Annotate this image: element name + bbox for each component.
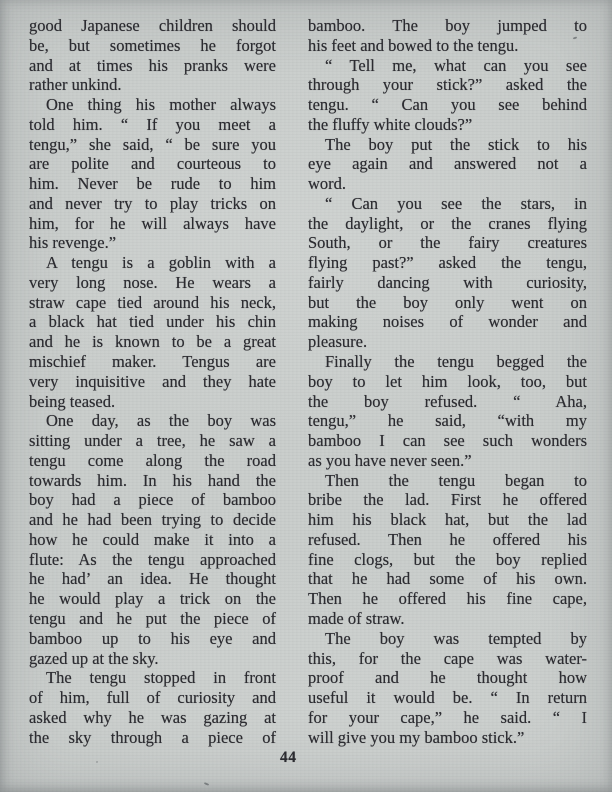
text-line: The boy put the stick to his xyxy=(325,134,587,154)
text-line: the boy refused. “ Aha, xyxy=(308,391,587,411)
text-line: “ Tell me, what can you see xyxy=(325,55,587,75)
text-line: The boy was tempted by xyxy=(325,628,587,648)
text-line: tengu,” he said, “with my xyxy=(308,411,587,431)
text-line: his feet and bowed to the tengu. xyxy=(308,35,519,55)
text-line: for your cape,” he said. “ I xyxy=(308,707,587,727)
text-line: Then the tengu began to xyxy=(325,470,587,490)
text-line: mischief maker. Tengus are xyxy=(29,352,276,372)
text-line: fine clogs, but the boy replied xyxy=(308,549,587,569)
text-line: him. Never be rude to him xyxy=(29,174,276,194)
text-line: being teased. xyxy=(29,391,116,411)
text-line: the sky through a piece of xyxy=(29,727,276,747)
text-line: and at times his pranks were xyxy=(29,55,276,75)
text-line: tengu come along the road xyxy=(29,450,276,470)
text-line: be, but sometimes he forgot xyxy=(29,35,276,55)
text-line: that he had some of his own. xyxy=(308,569,587,589)
right-text-column xyxy=(308,16,587,747)
text-line: “ Can you see the stars, in xyxy=(325,193,587,213)
text-line: sitting under a tree, he saw a xyxy=(29,431,276,451)
text-line: One thing his mother always xyxy=(46,95,276,115)
text-line: towards him. In his hand the xyxy=(29,470,276,490)
text-line: eye again and answered not a xyxy=(308,154,587,174)
text-line: but the boy only went on xyxy=(308,292,587,312)
text-line: word. xyxy=(308,174,347,194)
text-line: straw cape tied around his neck, xyxy=(29,292,276,312)
text-line: and never try to play tricks on xyxy=(29,193,276,213)
text-line: him, for he will always have xyxy=(29,213,276,233)
text-line: very long nose. He wears a xyxy=(29,272,276,292)
text-line: and he is known to be a great xyxy=(29,332,276,352)
text-line: useful it would be. “ In return xyxy=(308,688,587,708)
text-line: refused. Then he offered his xyxy=(308,529,587,549)
text-line: Finally the tengu begged the xyxy=(325,352,587,372)
text-line: pleasure. xyxy=(308,332,368,352)
text-line: making noises of wonder and xyxy=(308,312,587,332)
text-line: him his black hat, but the lad xyxy=(308,510,587,530)
text-line: bamboo up to his eye and xyxy=(29,628,276,648)
text-line: asked why he was gazing at xyxy=(29,707,276,727)
left-text-column xyxy=(29,16,276,747)
text-line: how he could make it into a xyxy=(29,529,276,549)
text-line: a black hat tied under his chin xyxy=(29,312,276,332)
text-line: bamboo I can see such wonders xyxy=(308,431,587,451)
text-line: of him, full of curiosity and xyxy=(29,688,276,708)
text-line: are polite and courteous to xyxy=(29,154,276,174)
text-line: he would play a trick on the xyxy=(29,589,276,609)
text-line: flute: As the tengu approached xyxy=(29,549,276,569)
text-line: his revenge.” xyxy=(29,233,117,253)
text-line: bribe the lad. First he offered xyxy=(308,490,587,510)
text-line: Then he offered his fine cape, xyxy=(308,589,587,609)
text-line: flying past?” asked the tengu, xyxy=(308,253,587,273)
text-line: One day, as the boy was xyxy=(46,411,276,431)
text-line: fairly dancing with curiosity, xyxy=(308,272,587,292)
text-line: tengu. “ Can you see behind xyxy=(308,95,587,115)
text-line: the fluffy white clouds?” xyxy=(308,114,473,134)
text-line: gazed up at the sky. xyxy=(29,648,159,668)
scan-speck xyxy=(96,761,98,763)
text-line: very inquisitive and they hate xyxy=(29,371,276,391)
text-line: A tengu is a goblin with a xyxy=(46,253,276,273)
text-line: the daylight, or the cranes flying xyxy=(308,213,587,233)
text-line: tengu,” she said, “ be sure you xyxy=(29,134,276,154)
text-line: tengu and he put the piece of xyxy=(29,608,276,628)
text-line: proof and he thought how xyxy=(308,668,587,688)
text-line: boy to let him look, too, but xyxy=(308,371,587,391)
text-line: good Japanese children should xyxy=(29,16,276,35)
text-line: will give you my bamboo stick.” xyxy=(308,727,525,747)
text-line: through your stick?” asked the xyxy=(308,75,587,95)
text-line: rather unkind. xyxy=(29,75,122,95)
text-line: told him. “ If you meet a xyxy=(29,114,276,134)
text-line: bamboo. The boy jumped to xyxy=(308,16,587,35)
text-line: this, for the cape was water- xyxy=(308,648,587,668)
text-line: The tengu stopped in front xyxy=(46,668,276,688)
text-line: South, or the fairy creatures xyxy=(308,233,587,253)
scan-speck xyxy=(204,782,209,786)
text-line: he had’ an idea. He thought xyxy=(29,569,276,589)
text-line: boy had a piece of bamboo xyxy=(29,490,276,510)
text-line: made of straw. xyxy=(308,608,405,628)
text-line: and he had been trying to decide xyxy=(29,510,276,530)
page-number: 44 xyxy=(280,749,297,766)
text-line: as you have never seen.” xyxy=(308,450,472,470)
